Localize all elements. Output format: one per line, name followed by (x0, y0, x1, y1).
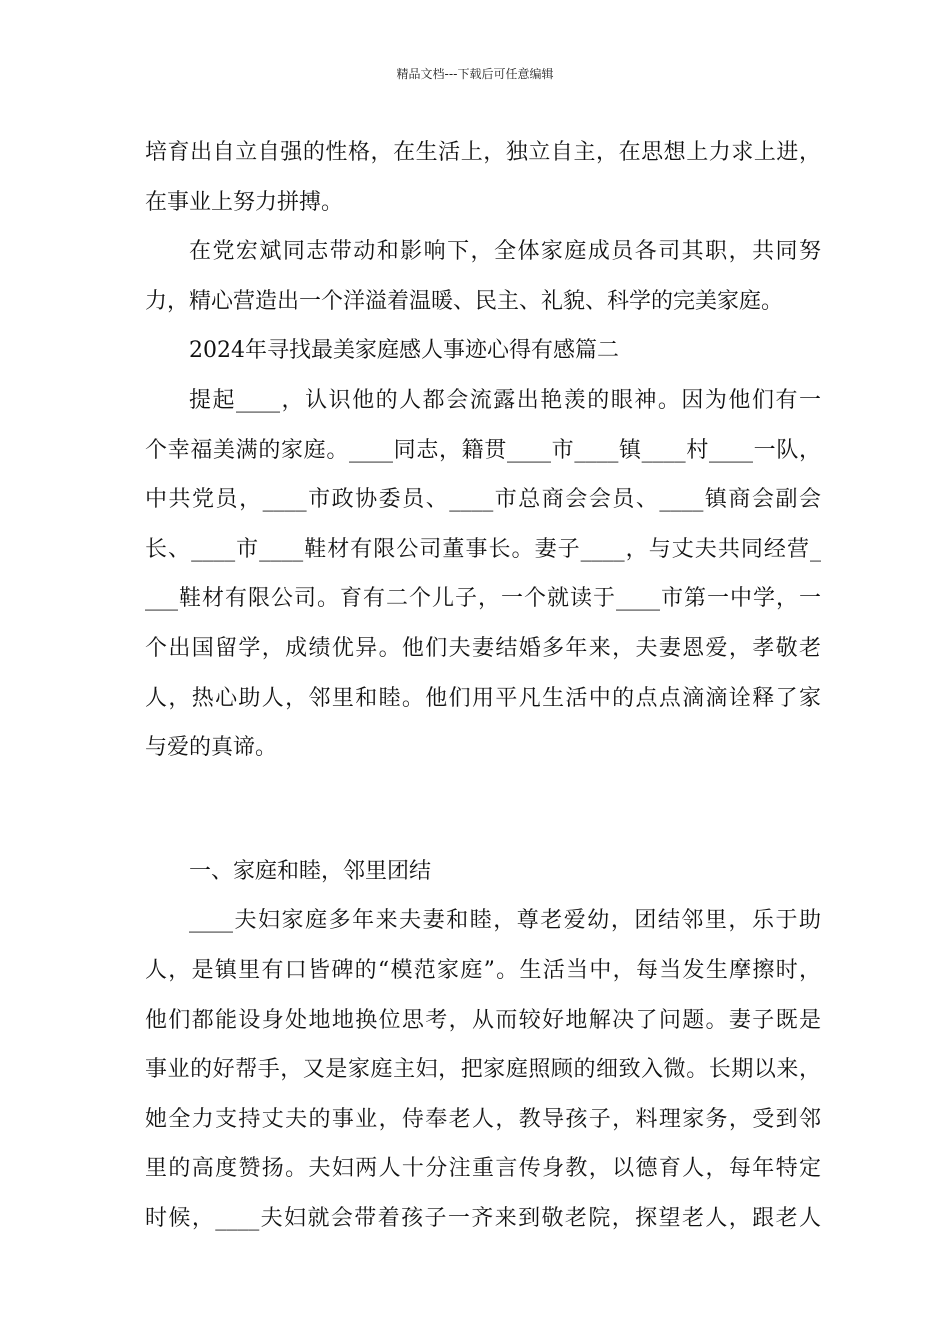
text-line: 个幸福美满的家庭。____同志，籍贯____市____镇____村____一队， (145, 437, 821, 463)
text-line: 个出国留学，成绩优异。他们夫妻结婚多年来，夫妻恩爱，孝敬老 (145, 635, 821, 661)
text-line: 提起____，认识他的人都会流露出艳羡的眼神。因为他们有一 (189, 387, 821, 413)
text-line: 他们都能设身处地地换位思考，从而较好地解决了问题。妻子既是 (145, 1007, 821, 1033)
section-heading: 一、家庭和睦，邻里团结 (189, 858, 432, 884)
document-body (145, 128, 821, 1243)
text-line: 人，热心助人，邻里和睦。他们用平凡生活中的点点滴滴诠释了家 (145, 685, 821, 711)
page-header: 精品文档---下载后可任意编辑 (396, 67, 554, 81)
text-line: 力，精心营造出一个洋溢着温暖、民主、礼貌、科学的完美家庭。 (145, 288, 784, 314)
text-line: 在事业上努力拼搏。 (145, 189, 344, 215)
text-line: ___鞋材有限公司。育有二个儿子，一个就读于____市第一中学，一 (145, 586, 821, 612)
text-line: 与爱的真谛。 (145, 735, 278, 761)
text-line: 在党宏斌同志带动和影响下，全体家庭成员各司其职，共同努 (189, 239, 821, 265)
text-line: 里的高度赞扬。夫妇两人十分注重言传身教，以德育人，每年特定 (145, 1156, 821, 1182)
text-line: 她全力支持丈夫的事业，侍奉老人，教导孩子，料理家务，受到邻 (145, 1106, 821, 1132)
text-line: 时候，____夫妇就会带着孩子一齐来到敬老院，探望老人，跟老人 (145, 1205, 821, 1231)
text-line: 长、____市____鞋材有限公司董事长。妻子____，与丈夫共同经营_ (145, 536, 821, 562)
section-heading: 2024年寻找最美家庭感人事迹心得有感篇二 (189, 338, 619, 364)
text-line: ____夫妇家庭多年来夫妻和睦，尊老爱幼，团结邻里，乐于助 (189, 908, 821, 934)
text-line: 事业的好帮手，又是家庭主妇，把家庭照顾的细致入微。长期以来， (145, 1057, 821, 1083)
text-line: 人，是镇里有口皆碑的“模范家庭”。生活当中，每当发生摩擦时， (145, 957, 821, 983)
text-line: 培育出自立自强的性格，在生活上，独立自主，在思想上力求上进， (145, 140, 821, 165)
paragraph-gap (145, 773, 821, 847)
text-line: 中共党员，____市政协委员、____市总商会会员、____镇商会副会 (145, 487, 821, 513)
